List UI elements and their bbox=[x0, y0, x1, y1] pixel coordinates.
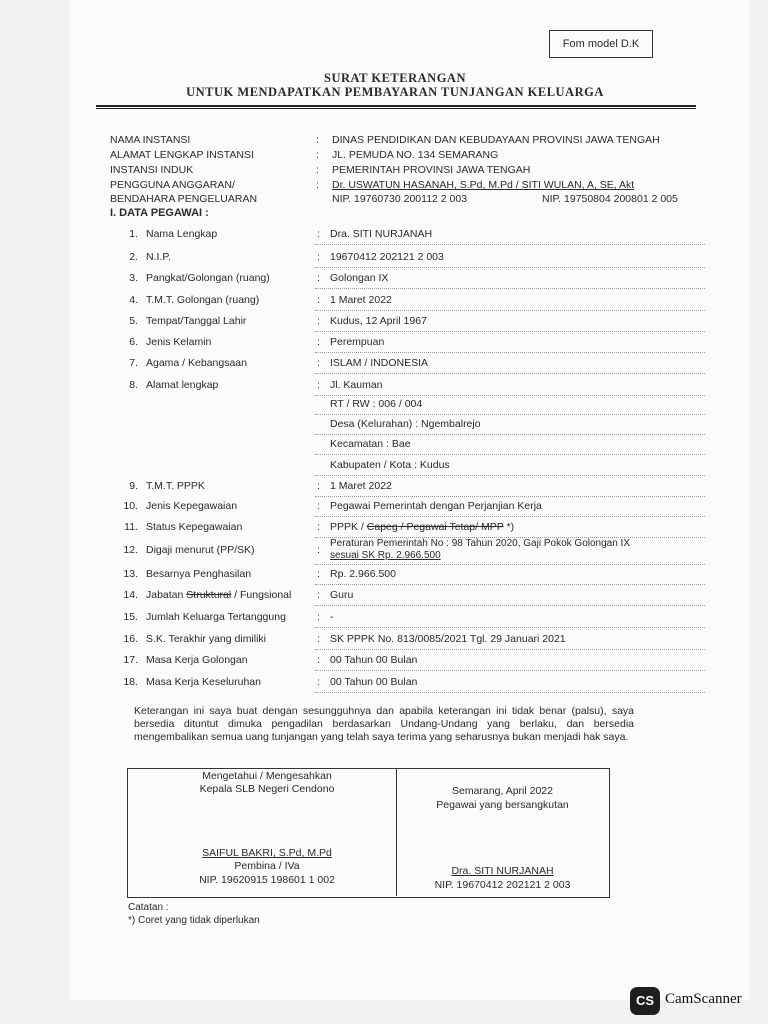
row-divider bbox=[315, 454, 705, 455]
camscanner-logo-icon: CS bbox=[630, 987, 660, 1015]
row-divider bbox=[315, 352, 705, 353]
row-divider bbox=[315, 564, 705, 565]
row-divider bbox=[315, 627, 705, 628]
sig-left-line1: Mengetahui / Mengesahkan bbox=[202, 770, 332, 782]
header-value: DINAS PENDIDIKAN DAN KEBUDAYAAN PROVINSI JAWA TENGAH bbox=[332, 134, 660, 146]
sig-left-name: SAIFUL BAKRI, S.Pd, M.Pd bbox=[202, 847, 332, 859]
header-label: NAMA INSTANSI bbox=[110, 134, 191, 146]
doc-title: SURAT KETERANGAN bbox=[324, 71, 466, 85]
row-divider bbox=[315, 496, 705, 497]
row-divider bbox=[315, 414, 705, 415]
sig-left-nip: NIP. 19620915 198601 1 002 bbox=[199, 874, 335, 886]
sig-right-nip: NIP. 19670412 202121 2 003 bbox=[434, 879, 571, 891]
sig-left-rank: Pembina / IVa bbox=[234, 860, 300, 872]
row-divider bbox=[315, 692, 705, 693]
row-divider bbox=[315, 670, 705, 671]
row-divider bbox=[315, 373, 705, 374]
header-value: PEMERINTAH PROVINSI JAWA TENGAH bbox=[332, 164, 531, 176]
form-model-box: Fom model D.K bbox=[549, 30, 653, 58]
notes-text: *) Coret yang tidak diperlukan bbox=[128, 915, 260, 926]
notes-title: Catatan : bbox=[128, 902, 169, 913]
header-nip-1: NIP. 19760730 200112 2 003 bbox=[332, 193, 468, 205]
row-divider bbox=[315, 310, 705, 311]
section-title: I. DATA PEGAWAI : bbox=[110, 207, 209, 219]
header-label: PENGGUNA ANGGARAN/ bbox=[110, 179, 235, 191]
doc-subtitle: UNTUK MENDAPATKAN PEMBAYARAN TUNJANGAN KELUARGA bbox=[186, 85, 604, 99]
header-label: BENDAHARA PENGELUARAN bbox=[110, 193, 258, 205]
header-label: INSTANSI INDUK bbox=[110, 164, 194, 176]
sig-right-line2: Pegawai yang bersangkutan bbox=[436, 799, 569, 811]
sig-right-line1: Semarang, April 2022 bbox=[452, 785, 553, 797]
statement-paragraph: Keterangan ini saya buat dengan sesungguhnya dan apabila keterangan ini tidak benar (palsu), saya bersedia dituntut dimuka pengadilan berdasarkan Undang-Undang yang berlaku, dan bersedia mengembalikan semua uang tunjangan yang telah saya terima yang seharusnya bukan menjadi hak saya. bbox=[134, 705, 634, 743]
row-divider bbox=[315, 244, 705, 245]
header-label: ALAMAT LENGKAP INSTANSI bbox=[110, 149, 254, 161]
title-rule bbox=[96, 105, 696, 107]
camscanner-watermark: CamScanner bbox=[665, 991, 742, 1007]
sig-left-line2: Kepala SLB Negeri Cendono bbox=[199, 783, 335, 795]
row-divider bbox=[315, 267, 705, 268]
signature-divider bbox=[396, 768, 397, 896]
row-divider bbox=[315, 331, 705, 332]
header-value: JL. PEMUDA NO. 134 SEMARANG bbox=[332, 149, 499, 161]
row-divider bbox=[315, 649, 705, 650]
sig-right-name: Dra. SITI NURJANAH bbox=[451, 865, 554, 877]
row-divider bbox=[315, 584, 705, 585]
row-divider bbox=[315, 605, 705, 606]
row-divider bbox=[315, 516, 705, 517]
row-divider bbox=[315, 288, 705, 289]
row-divider bbox=[315, 395, 705, 396]
title-rule-thin bbox=[96, 108, 696, 109]
row-divider bbox=[315, 434, 705, 435]
header-nip-2: NIP. 19750804 200801 2 005 bbox=[542, 193, 678, 205]
header-value: Dr. USWATUN HASANAH, S.Pd, M.Pd / SITI WULAN, A, SE, Akt bbox=[332, 179, 635, 191]
row-divider bbox=[315, 475, 705, 476]
